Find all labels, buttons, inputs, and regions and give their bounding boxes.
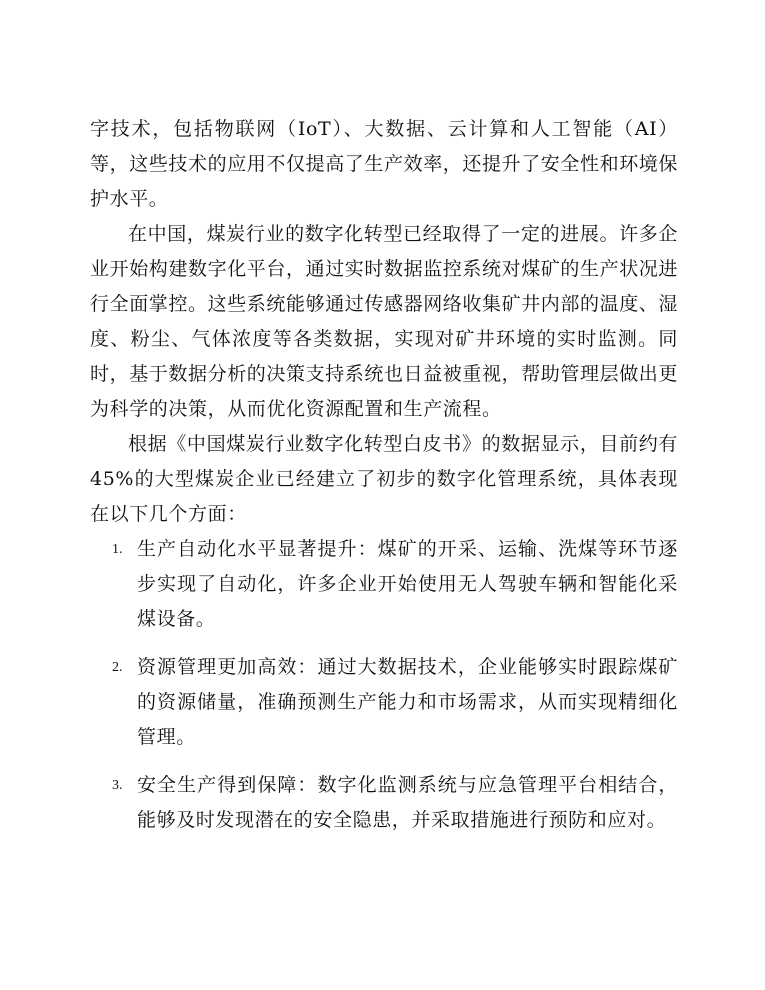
list-number: 2. (112, 660, 123, 675)
document-page (90, 112, 678, 838)
list-number: 1. (112, 542, 123, 557)
numbered-list (90, 532, 678, 838)
list-number: 3. (112, 778, 123, 793)
paragraph-whitepaper-data: 根据《中国煤炭行业数字化转型白皮书》的数据显示，目前约有 45%的大型煤炭企业已经建立了初步的数字化管理系统，具体表现在以下几个方面： (90, 433, 678, 525)
paragraph-china-progress: 在中国，煤炭行业的数字化转型已经取得了一定的进展。许多企业开始构建数字化平台，通过实时数据监控系统对煤矿的生产状况进行全面掌控。这些系统能够通过传感器网络收集矿井内部的温度、湿度、粉尘、气体浓度等各类数据，实现对矿井环境的实时监测。同时，基于数据分析的决策支持系统也日益被重视，帮助管理层做出更为科学的决策，从而优化资源配置和生产流程。 (90, 223, 679, 420)
list-item (90, 532, 678, 637)
list-item-text: 资源管理更加高效：通过大数据技术，企业能够实时跟踪煤矿的资源储量，准确预测生产能力和市场需求，从而实现精细化管理。 (137, 656, 678, 748)
list-item-text: 生产自动化水平显著提升：煤矿的开采、运输、洗煤等环节逐步实现了自动化，许多企业开始使用无人驾驶车辆和智能化采煤设备。 (137, 538, 678, 630)
list-item-text: 安全生产得到保障：数字化监测系统与应急管理平台相结合，能够及时发现潜在的安全隐患，并采取措施进行预防和应对。 (137, 774, 678, 831)
paragraph-continuation: 字技术，包括物联网（IoT）、大数据、云计算和人工智能（AI）等，这些技术的应用不仅提高了生产效率，还提升了安全性和环境保护水平。 (90, 118, 679, 210)
list-item (90, 768, 678, 838)
list-item (90, 650, 678, 755)
